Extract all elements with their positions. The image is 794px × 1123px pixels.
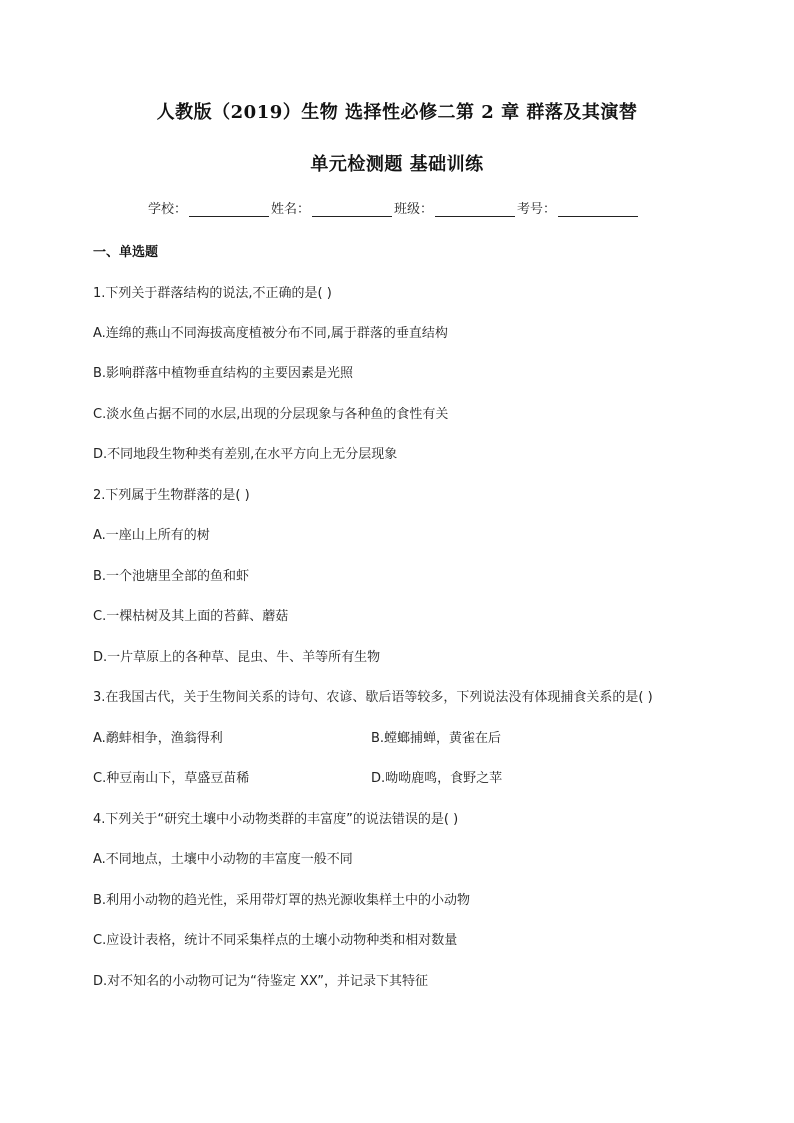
section-heading: 一、单选题: [93, 245, 159, 260]
question-option: B.螳螂捕蝉，黄雀在后: [371, 731, 502, 746]
question-stem: 1.下列关于群落结构的说法,不正确的是( ): [93, 286, 332, 301]
question-stem: 4.下列关于“研究土壤中小动物类群的丰富度”的说法错误的是( ): [93, 812, 459, 827]
name-blank[interactable]: [312, 200, 392, 217]
question-option: C.应设计表格，统计不同采集样点的土壤小动物种类和相对数量: [93, 933, 458, 948]
question-option: A.鹬蚌相争，渔翁得利: [93, 731, 223, 746]
question-option: C.淡水鱼占据不同的水层,出现的分层现象与各种鱼的食性有关: [93, 407, 449, 422]
question-stem: 2.下列属于生物群落的是( ): [93, 488, 250, 503]
class-blank[interactable]: [435, 200, 515, 217]
question-option: C.种豆南山下，草盛豆苗稀: [93, 771, 250, 786]
question-option: D.不同地段生物种类有差别,在水平方向上无分层现象: [93, 447, 398, 462]
question-option: C.一棵枯树及其上面的苔藓、蘑菇: [93, 609, 289, 624]
question-option: D.对不知名的小动物可记为“待鉴定 XX”，并记录下其特征: [93, 974, 429, 989]
question-option: B.一个池塘里全部的鱼和虾: [93, 569, 250, 584]
class-label: 班级：: [394, 202, 434, 217]
student-info-row: [148, 198, 640, 217]
name-label: 姓名：: [271, 202, 311, 217]
question-stem: 3.在我国古代，关于生物间关系的诗句、农谚、歇后语等较多，下列说法没有体现捕食关系的是( ): [93, 690, 653, 705]
school-label: 学校：: [148, 202, 188, 217]
question-option: D.呦呦鹿鸣，食野之苹: [371, 771, 503, 786]
question-option: A.一座山上所有的树: [93, 528, 210, 543]
question-option: D.一片草原上的各种草、昆虫、牛、羊等所有生物: [93, 650, 381, 665]
page-title: 人教版（2019）生物 选择性必修二第 2 章 群落及其演替: [156, 102, 638, 123]
exam-number-blank[interactable]: [558, 200, 638, 217]
question-option: A.连绵的燕山不同海拔高度植被分布不同,属于群落的垂直结构: [93, 326, 448, 341]
page-subtitle: 单元检测题 基础训练: [310, 154, 484, 175]
question-option: A.不同地点，土壤中小动物的丰富度一般不同: [93, 852, 353, 867]
school-blank[interactable]: [189, 200, 269, 217]
question-option: B.影响群落中植物垂直结构的主要因素是光照: [93, 366, 354, 381]
question-option: B.利用小动物的趋光性，采用带灯罩的热光源收集样土中的小动物: [93, 893, 471, 908]
exam-number-label: 考号：: [517, 202, 557, 217]
